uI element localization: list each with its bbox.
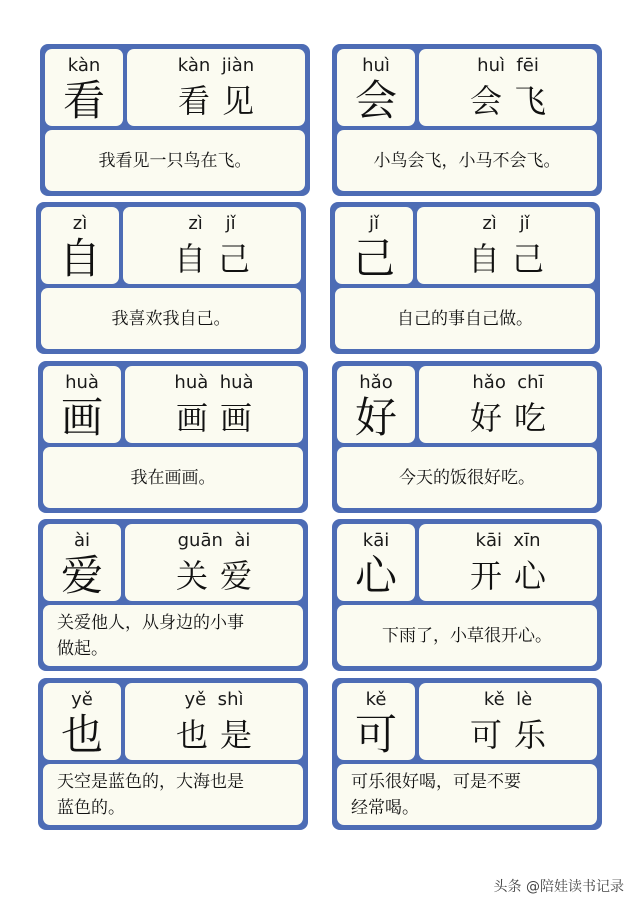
sentence-box — [337, 605, 597, 666]
sentence-box — [337, 130, 597, 191]
word-box — [127, 49, 305, 126]
word-box — [125, 366, 303, 443]
character-box — [43, 524, 121, 601]
sentence: 下雨了，小草很开心。 — [382, 625, 552, 646]
character-box — [43, 366, 121, 443]
character-box — [337, 524, 415, 601]
character-pinyin: kāi — [362, 530, 390, 551]
sentence-box — [45, 130, 305, 191]
character: 己 — [352, 234, 395, 283]
character-pinyin: huì — [362, 55, 390, 76]
sentence: 小鸟会飞，小马不会飞。 — [373, 150, 561, 171]
sentence-box — [335, 288, 595, 349]
word-pinyin: yě shì — [184, 689, 244, 710]
word-box — [419, 683, 597, 760]
word-box — [419, 524, 597, 601]
word-pinyin: kàn jiàn — [177, 55, 255, 76]
flashcard-ye — [38, 678, 308, 830]
flashcard-hui — [332, 44, 602, 196]
character: 自 — [58, 234, 101, 283]
sentence-line-1: 关爱他人，从身边的小事 — [57, 612, 244, 633]
flashcard-xin — [332, 519, 602, 671]
word: 可乐 — [469, 716, 558, 754]
word: 看见 — [177, 82, 266, 120]
character-pinyin: kàn — [67, 55, 101, 76]
word-box — [123, 207, 301, 284]
flashcard-hua — [38, 361, 308, 513]
word-box — [419, 49, 597, 126]
character: 心 — [354, 551, 397, 600]
character-box — [337, 366, 415, 443]
character-pinyin: hǎo — [359, 372, 393, 393]
character-pinyin: zì — [72, 213, 88, 234]
character-box — [335, 207, 413, 284]
character-pinyin: yě — [71, 689, 93, 710]
word: 关爱 — [175, 557, 264, 595]
flashcard-zi — [36, 202, 306, 354]
word: 会飞 — [469, 82, 558, 120]
flashcard-hao — [332, 361, 602, 513]
sentence-box — [337, 447, 597, 508]
character: 画 — [60, 393, 103, 442]
character: 也 — [60, 710, 103, 759]
sentence-line-2: 蓝色的。 — [57, 797, 125, 818]
sentence: 我在画画。 — [130, 467, 216, 488]
word-pinyin: kāi xīn — [475, 530, 541, 551]
sentence-box — [43, 764, 303, 825]
sentence-line-2: 经常喝。 — [351, 797, 419, 818]
character-pinyin: ài — [73, 530, 91, 551]
character-pinyin: kě — [365, 689, 387, 710]
flashcard-kan — [40, 44, 310, 196]
word: 自己 — [467, 240, 556, 278]
character-box — [43, 683, 121, 760]
word-pinyin: huì fēi — [477, 55, 539, 76]
word-pinyin: zì jǐ — [188, 213, 236, 234]
word-pinyin: huà huà — [174, 372, 254, 393]
character-box — [337, 49, 415, 126]
word-box — [125, 683, 303, 760]
character-box — [45, 49, 123, 126]
sentence: 我喜欢我自己。 — [111, 308, 231, 329]
sentence: 今天的饭很好吃。 — [399, 467, 535, 488]
word: 开心 — [469, 557, 558, 595]
word-box — [125, 524, 303, 601]
sentence-box — [41, 288, 301, 349]
sentence: 我看见一只鸟在飞。 — [98, 150, 252, 171]
sentence-box — [43, 605, 303, 666]
character: 好 — [354, 393, 397, 442]
word-pinyin: zì jǐ — [482, 213, 530, 234]
character: 会 — [354, 76, 397, 125]
sentence — [57, 769, 244, 821]
character: 看 — [62, 76, 105, 125]
sentence: 自己的事自己做。 — [397, 308, 533, 329]
character-box — [337, 683, 415, 760]
word: 自己 — [173, 240, 262, 278]
character-box — [41, 207, 119, 284]
flashcard-ke — [332, 678, 602, 830]
word: 也是 — [175, 716, 264, 754]
word-pinyin: kě lè — [483, 689, 533, 710]
sentence — [351, 769, 521, 821]
word-box — [417, 207, 595, 284]
watermark: 头条 @陪娃读书记录 — [493, 879, 624, 895]
character-pinyin: huà — [65, 372, 99, 393]
word-box — [419, 366, 597, 443]
word-pinyin: hǎo chī — [472, 372, 544, 393]
word: 好吃 — [469, 399, 558, 437]
character: 可 — [354, 710, 397, 759]
sentence-line-2: 做起。 — [57, 638, 108, 659]
character: 爱 — [60, 551, 103, 600]
character-pinyin: jǐ — [368, 213, 379, 234]
sentence-line-1: 天空是蓝色的，大海也是 — [57, 771, 244, 792]
sentence-box — [43, 447, 303, 508]
word: 画画 — [175, 399, 264, 437]
sentence — [57, 610, 244, 662]
sentence-box — [337, 764, 597, 825]
word-pinyin: guān ài — [177, 530, 251, 551]
flashcard-ji — [330, 202, 600, 354]
sentence-line-1: 可乐很好喝，可是不要 — [351, 771, 521, 792]
flashcard-ai — [38, 519, 308, 671]
